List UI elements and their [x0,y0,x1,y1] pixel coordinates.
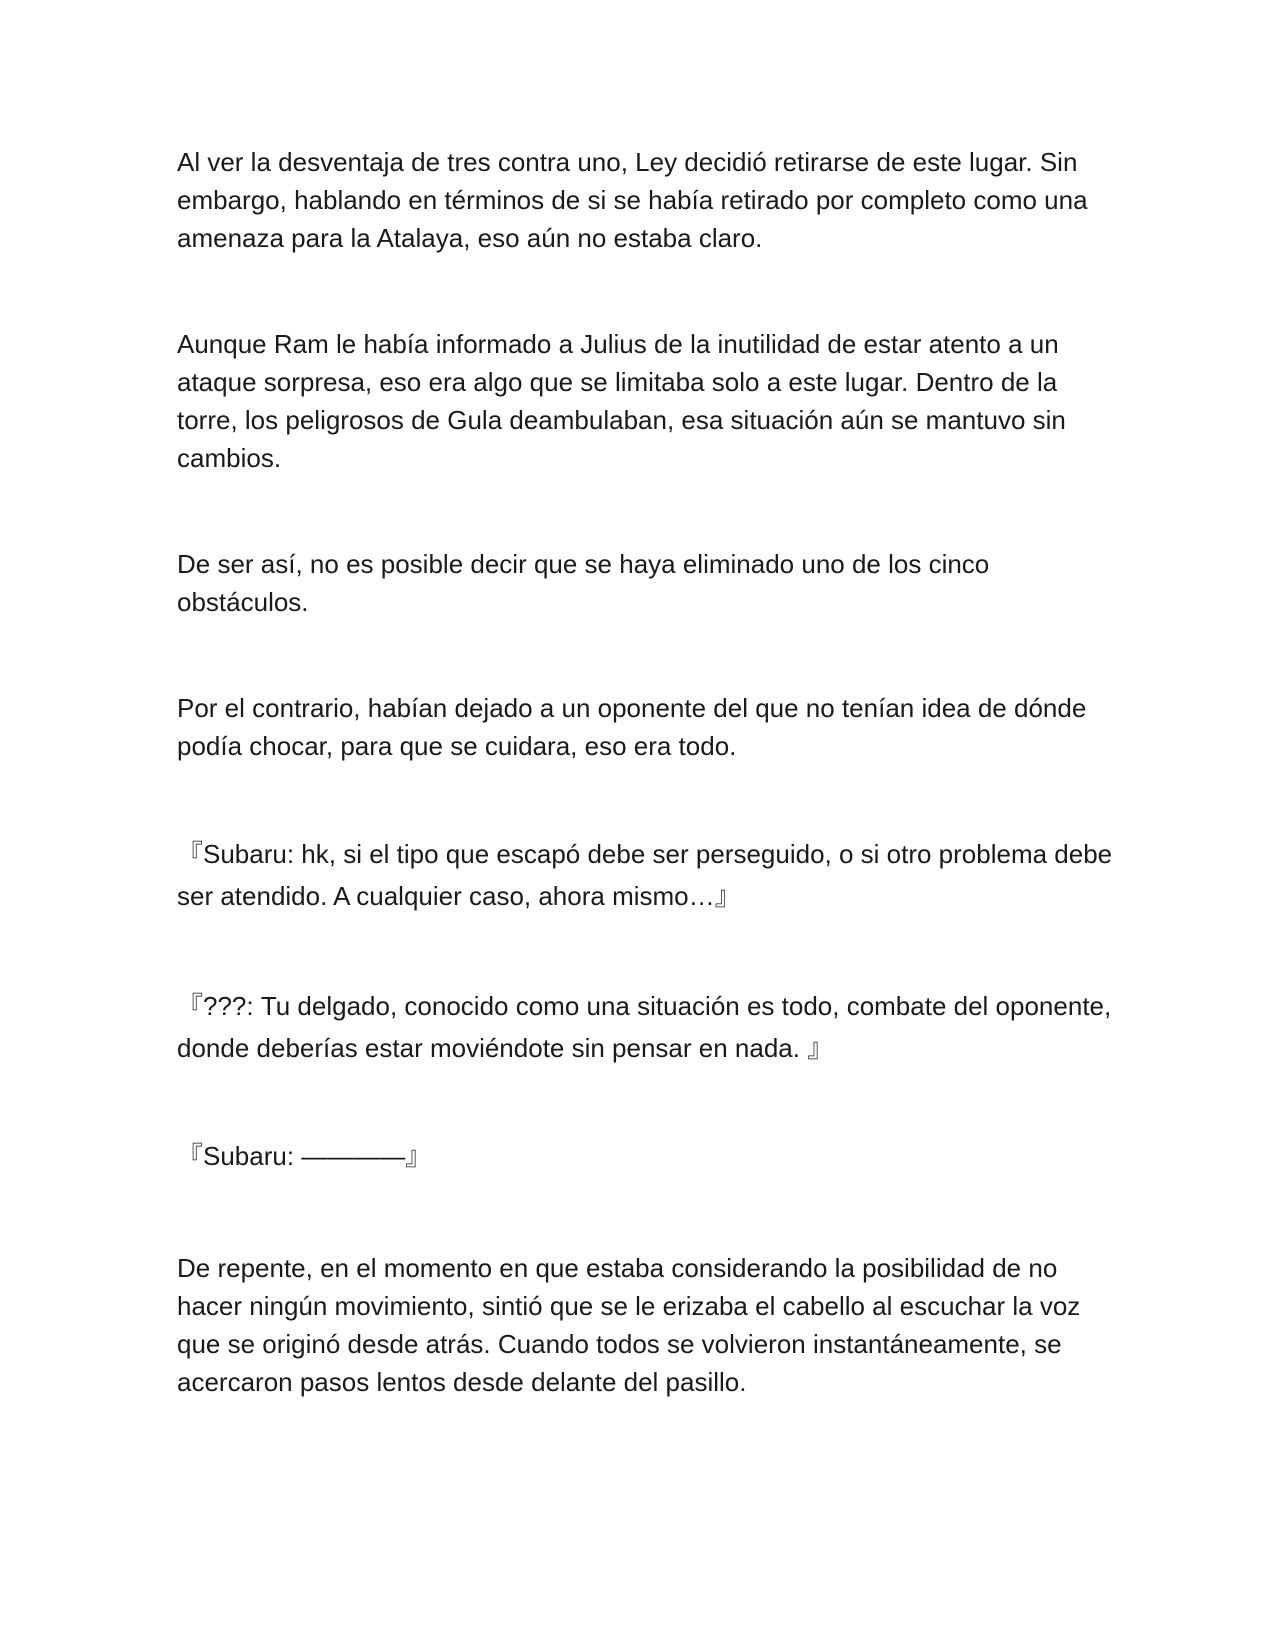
paragraph-ram-julius: Aunque Ram le había informado a Julius de la inutilidad de estar atento a un ataque sorpresa, eso era algo que se limitaba solo a este lugar. Dentro de la torre, los peligrosos de Gula deambulaban, esa situación aún se mantuvo sin cambios. [177,329,1066,473]
paragraph-opponent: Por el contrario, habían dejado a un oponente del que no tenían idea de dónde podía chocar, para que se cuidara, eso era todo. [177,693,1087,761]
paragraph-ley-retreat: Al ver la desventaja de tres contra uno, Ley decidió retirarse de este lugar. Sin embargo, hablando en términos de si se había retirado por completo como una amenaza para la Atalaya, eso aún no estaba claro. [177,147,1088,253]
text-body [177,143,1122,1401]
paragraph-obstacles: De ser así, no es posible decir que se haya eliminado uno de los cinco obstáculos. [177,549,990,617]
dialogue-subaru-1: 『Subaru: hk, si el tipo que escapó debe ser perseguido, o si otro problema debe ser atendido. A cualquier caso, ahora mismo…』 [177,839,1113,911]
paragraph-footsteps: De repente, en el momento en que estaba considerando la posibilidad de no hacer ningún movimiento, sintió que se le erizaba el cabello al escuchar la voz que se originó desde atrás. Cuando todos se volvieron instantáneamente, se acercaron pasos lentos desde delante del pasillo. [177,1253,1081,1397]
dialogue-subaru-2: 『Subaru: ————』 [177,1141,432,1171]
dialogue-unknown: 『???: Tu delgado, conocido como una situación es todo, combate del oponente, donde deberías estar moviéndote sin pensar en nada. 』 [177,991,1112,1063]
